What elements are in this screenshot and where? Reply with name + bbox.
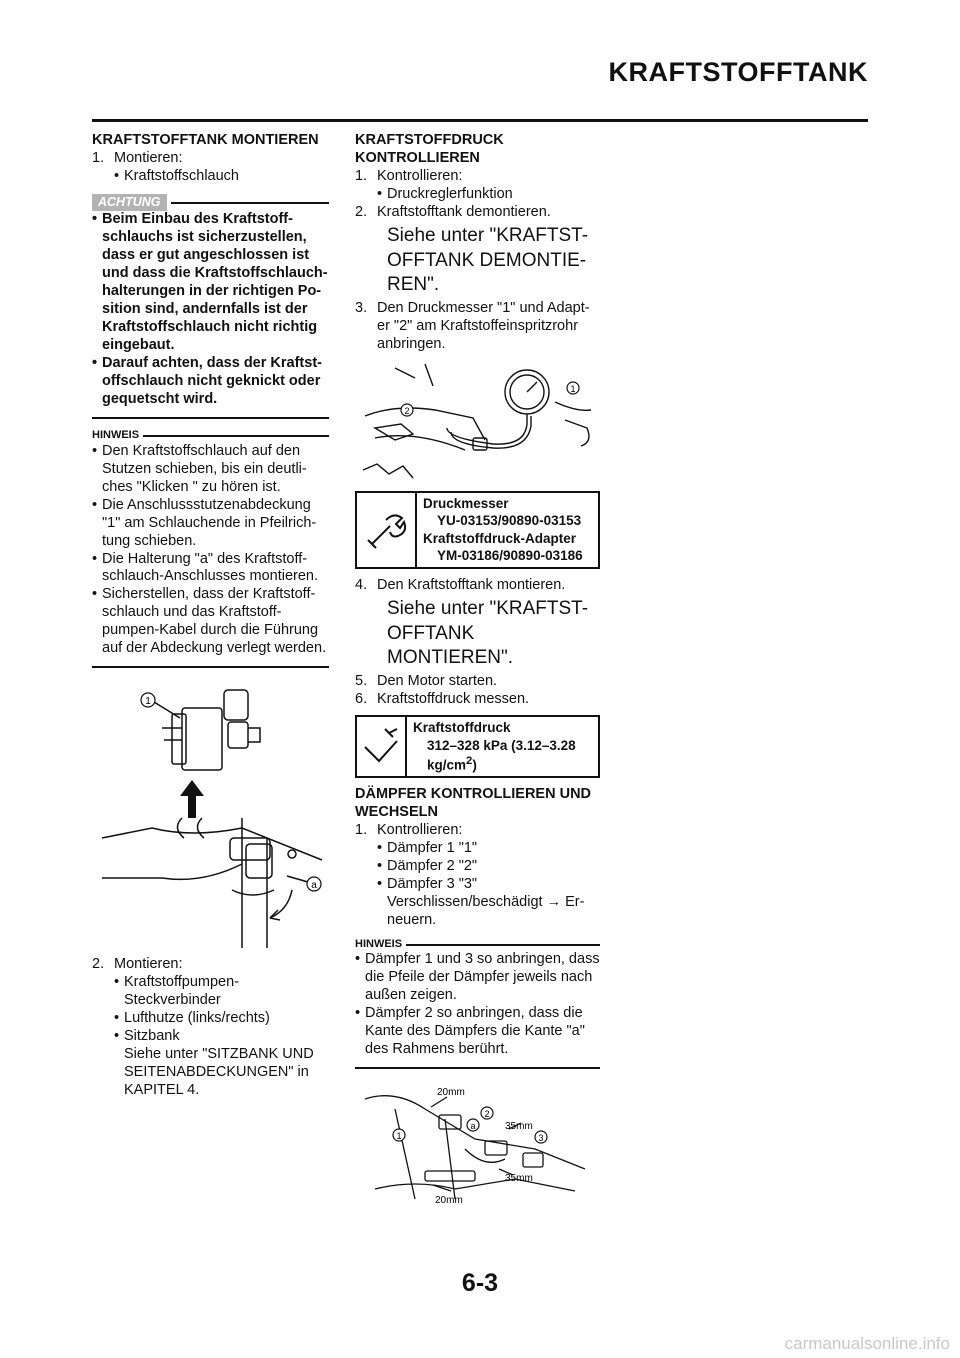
- push-arrow-icon: [180, 780, 204, 818]
- svg-text:1: 1: [396, 1131, 402, 1142]
- left-column: [92, 132, 329, 1100]
- bullet-item: • Lufthutze (links/rechts): [92, 1010, 329, 1028]
- hinweis-label: [355, 938, 600, 952]
- cross-reference: Siehe unter "KRAFTST-OFFTANK DEMONTIE-REN".: [387, 224, 589, 296]
- bullet-item: • Sitzbank: [92, 1028, 329, 1046]
- hinweis-item: • Den Kraftstoffschlauch auf den Stutzen schieben, bis ein deutli-ches "Klicken " zu hören ist.: [92, 443, 329, 497]
- hinweis-tag: HINWEIS: [92, 429, 140, 442]
- cross-reference: Siehe unter "KRAFTST-OFFTANK MONTIEREN".: [387, 597, 589, 669]
- svg-text:35mm: 35mm: [505, 1173, 533, 1185]
- svg-text:2: 2: [484, 1109, 490, 1120]
- tool-box: Druckmesser YU-03153/90890-03153 Kraftstoffdruck-Adapter YM-03186/90890-03186: [355, 491, 600, 569]
- watermark: carmanualsonline.info: [784, 1333, 950, 1353]
- section-heading: DÄMPFER KONTROLLIEREN UND WECHSELN: [355, 786, 592, 821]
- hinweis-label: [92, 429, 329, 443]
- bullet-item: • Kraftstoffpumpen-Steckverbinder: [92, 974, 329, 1010]
- step: 3. Den Druckmesser "1" und Adapt-er "2" am Kraftstoffeinspritzrohr anbringen.: [355, 299, 590, 352]
- step: 6. Kraftstoffdruck messen.: [355, 691, 530, 707]
- result-text: Verschlissen/beschädigt → Er-neuern.: [387, 893, 585, 928]
- section-end-rule: [355, 1067, 600, 1069]
- step: 5. Den Motor starten.: [355, 673, 498, 690]
- bullet-item: • Kraftstoffschlauch: [92, 168, 329, 186]
- fuel-hose-connector-figure: [92, 678, 329, 948]
- pressure-gauge-figure: [355, 358, 600, 483]
- hinweis-tag: HINWEIS: [355, 937, 403, 950]
- svg-text:20mm: 20mm: [435, 1195, 463, 1207]
- middle-column: [355, 132, 600, 1217]
- achtung-label: [92, 194, 329, 212]
- hinweis-item: • Dämpfer 2 so anbringen, dass die Kante des Dämpfers die Kante "a" des Rahmens berührt.: [355, 1005, 600, 1059]
- section-end-rule: [92, 417, 329, 419]
- section-end-rule: [92, 666, 329, 668]
- svg-text:20mm: 20mm: [437, 1087, 465, 1099]
- svg-text:a: a: [470, 1121, 476, 1132]
- achtung-tag: ACHTUNG: [92, 194, 167, 212]
- achtung-item: • Beim Einbau des Kraftstoff-schlauchs ist sicherzustellen, dass er gut angeschlossen ist und dass die Kraftstoffschlauch-halterungen in der richtigen Po-sition sind, andernfalls ist der Kraftstoffschlauch nicht richtig eingebaut.: [92, 211, 329, 355]
- achtung-item: • Darauf achten, dass der Kraftst-offschlauch nicht geknickt oder gequetscht wird.: [92, 355, 329, 409]
- page-header-title: KRAFTSTOFFTANK: [608, 57, 868, 87]
- hinweis-item: • Die Halterung "a" des Kraftstoff-schlauch-Anschlusses montieren.: [92, 551, 329, 587]
- step: 2. Kraftstofftank demontieren.: [355, 203, 551, 220]
- damper-figure: [355, 1079, 600, 1209]
- hinweis-item: • Dämpfer 1 und 3 so anbringen, dass die Pfeile der Dämpfer jeweils nach außen zeigen.: [355, 951, 600, 1005]
- bullet-item: • Dämpfer 3 "3": [355, 876, 600, 894]
- spec-box: Kraftstoffdruck 312–328 kPa (3.12–3.28 $kg/cm^2$): [355, 715, 600, 778]
- step: 1. Montieren:: [92, 149, 183, 166]
- step: 2. Montieren:: [92, 956, 183, 973]
- bullet-item: • Dämpfer 1 "1": [355, 840, 600, 858]
- measuring-gauge-icon: [359, 725, 403, 769]
- cross-reference: Siehe unter "SITZBANK UND SEITENABDECKUNGEN" in KAPITEL 4.: [124, 1046, 314, 1099]
- svg-text:a: a: [311, 880, 317, 892]
- hinweis-item: • Die Anschlussstutzenabdeckung "1" am Schlauchende in Pfeilrich-tung schieben.: [92, 497, 329, 551]
- svg-text:1: 1: [145, 696, 151, 708]
- page-number: 6-3: [461, 1269, 499, 1297]
- wrench-tool-icon: [364, 508, 408, 552]
- bullet-item: • Dämpfer 2 "2": [355, 858, 600, 876]
- section-heading: KRAFTSTOFFTANK MONTIEREN: [92, 132, 319, 148]
- header-rule: [92, 119, 868, 122]
- svg-text:35mm: 35mm: [505, 1121, 533, 1133]
- hinweis-item: • Sicherstellen, dass der Kraftstoff-schlauch und das Kraftstoff-pumpen-Kabel durch die Führung auf der Abdeckung verlegt werden.: [92, 586, 329, 658]
- svg-text:2: 2: [404, 405, 410, 416]
- step: 4. Den Kraftstofftank montieren.: [355, 577, 566, 593]
- step: 1. Kontrollieren:: [355, 822, 463, 839]
- bullet-item: • Druckreglerfunktion: [355, 186, 600, 204]
- svg-text:3: 3: [538, 1133, 544, 1144]
- section-heading: KRAFTSTOFFDRUCK KONTROLLIEREN: [355, 132, 504, 166]
- svg-text:1: 1: [570, 383, 576, 394]
- step: 1. Kontrollieren:: [355, 167, 463, 184]
